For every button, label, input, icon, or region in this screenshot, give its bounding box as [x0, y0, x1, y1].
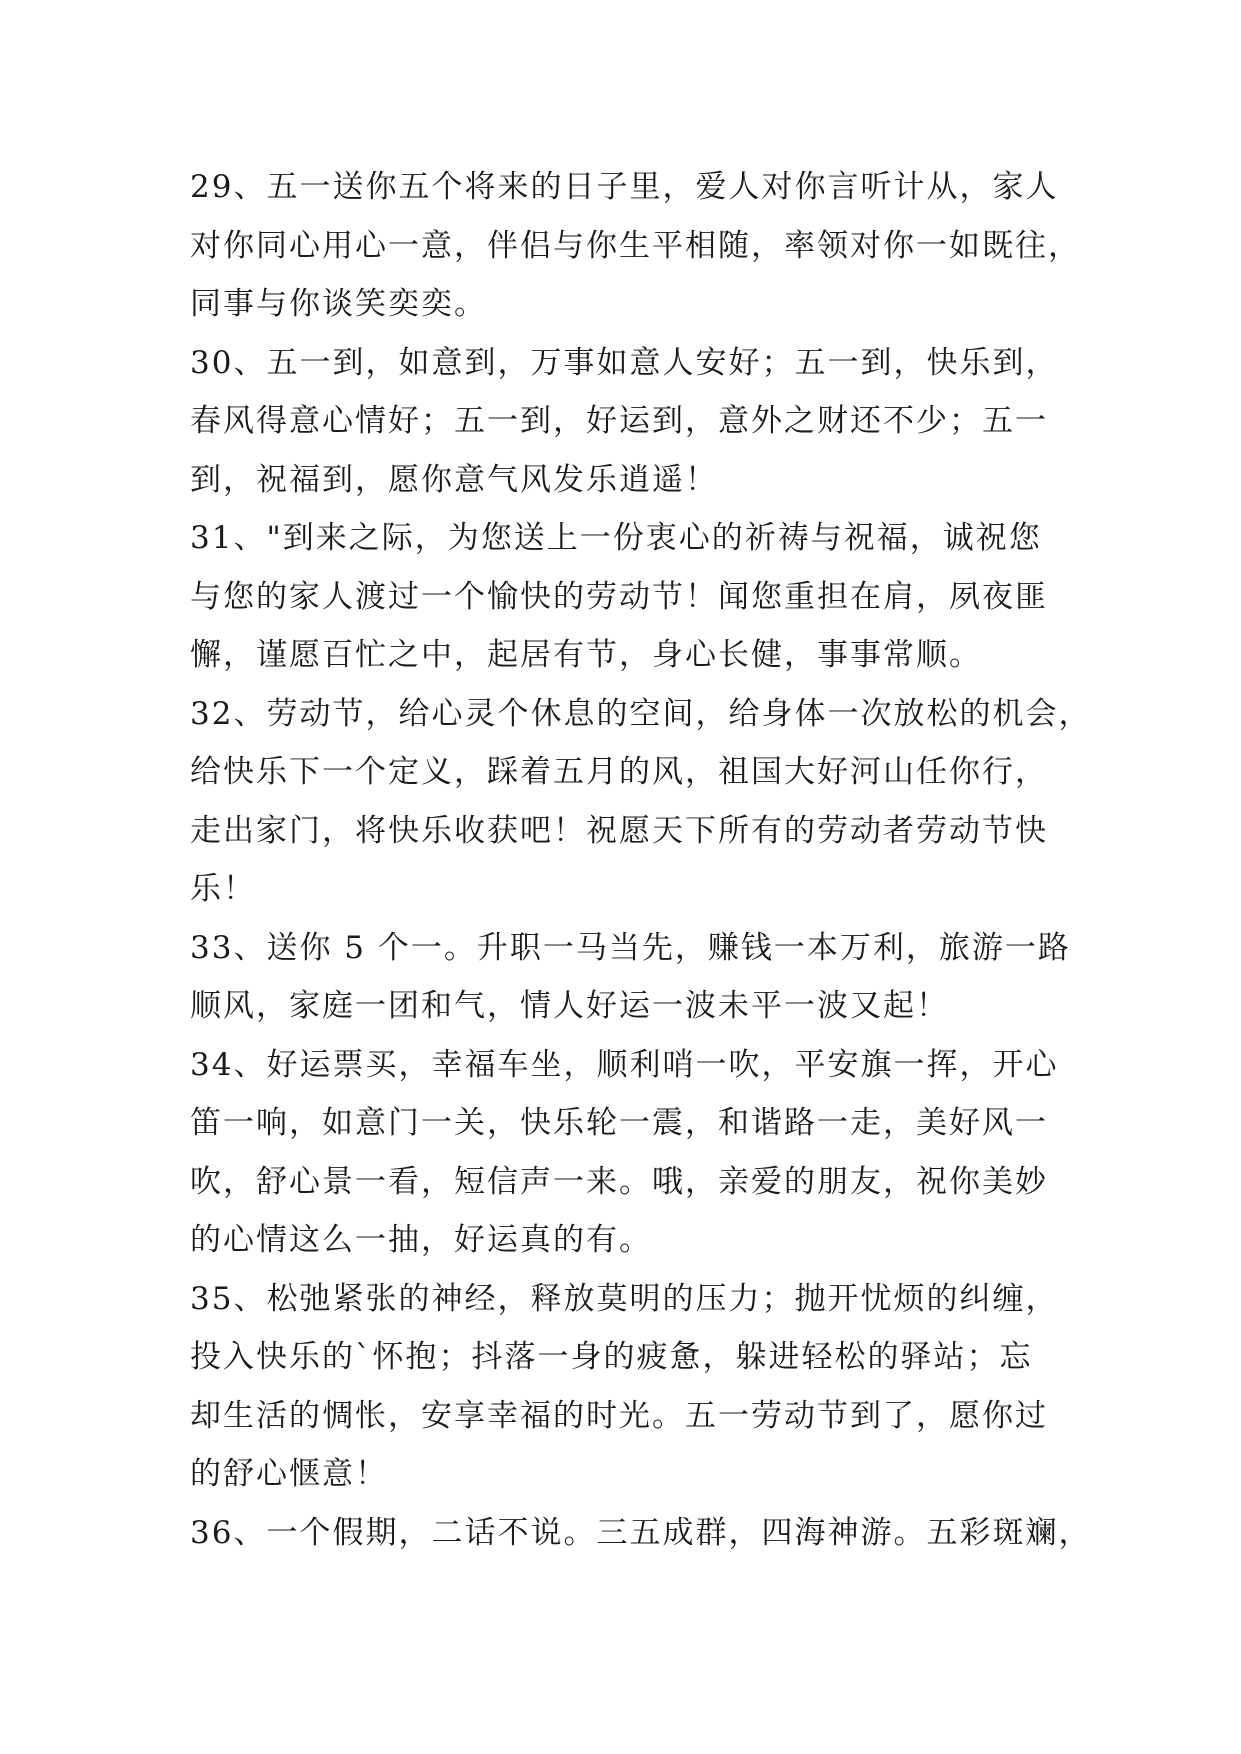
text-line: 吹，舒心景一看，短信声一来。哦，亲爱的朋友，祝你美妙: [190, 1163, 1048, 1200]
text-line: 30、五一到，如意到，万事如意人安好；五一到，快乐到，: [190, 344, 1059, 381]
text-line: 春风得意心情好；五一到，好运到，意外之财还不少；五一: [190, 403, 1048, 439]
text-line: 顺风，家庭一团和气，情人好运一波未平一波又起！: [190, 988, 949, 1024]
text-line: 35、松弛紧张的神经，释放莫明的压力；抛开忧烦的纠缠，: [190, 1280, 1059, 1317]
text-line: 笛一响，如意门一关，快乐轮一震，和谐路一走，美好风一: [190, 1105, 1048, 1141]
text-line: 到，祝福到，愿你意气风发乐逍遥！: [190, 461, 718, 498]
text-line: 34、好运票买，幸福车坐，顺利哨一吹，平安旗一挥，开心: [190, 1046, 1059, 1083]
text-line: 乐！: [190, 871, 256, 907]
text-line: 的心情这么一抽，好运真的有。: [190, 1222, 652, 1258]
text-line: 却生活的惆怅，安享幸福的时光。五一劳动节到了，愿你过: [190, 1397, 1048, 1434]
text-line: 给快乐下一个定义，踩着五月的风，祖国大好河山任你行，: [190, 754, 1048, 790]
text-line: 走出家门，将快乐收获吧！祝愿天下所有的劳动者劳动节快: [190, 812, 1048, 849]
text-line: 与您的家人渡过一个愉快的劳动节！闻您重担在肩，夙夜匪: [190, 578, 1048, 615]
document-body: [190, 158, 1092, 1562]
text-line: 的舒心惬意！: [190, 1456, 388, 1492]
text-line: 懈，谨愿百忙之中，起居有节，身心长健，事事常顺。: [190, 637, 982, 673]
text-line: 投入快乐的`怀抱；抖落一身的疲惫，躲进轻松的驿站；忘: [190, 1339, 1033, 1375]
text-line: 32、劳动节，给心灵个休息的空间，给身体一次放松的机会，: [190, 695, 1092, 732]
text-line: 33、送你 5 个一。升职一马当先，赚钱一本万利，旅游一路: [190, 929, 1071, 966]
text-line: 同事与你谈笑奕奕。: [190, 286, 487, 322]
text-line: 36、一个假期，二话不说。三五成群，四海神游。五彩斑斓，: [190, 1514, 1092, 1551]
text-line: 29、五一送你五个将来的日子里，爱人对你言听计从，家人: [190, 169, 1059, 205]
text-line: 对你同心用心一意，伴侣与你生平相随，率领对你一如既往，: [190, 227, 1081, 264]
text-line: 31、"到来之际，为您送上一份衷心的祈祷与祝福，诚祝您: [190, 520, 1042, 556]
